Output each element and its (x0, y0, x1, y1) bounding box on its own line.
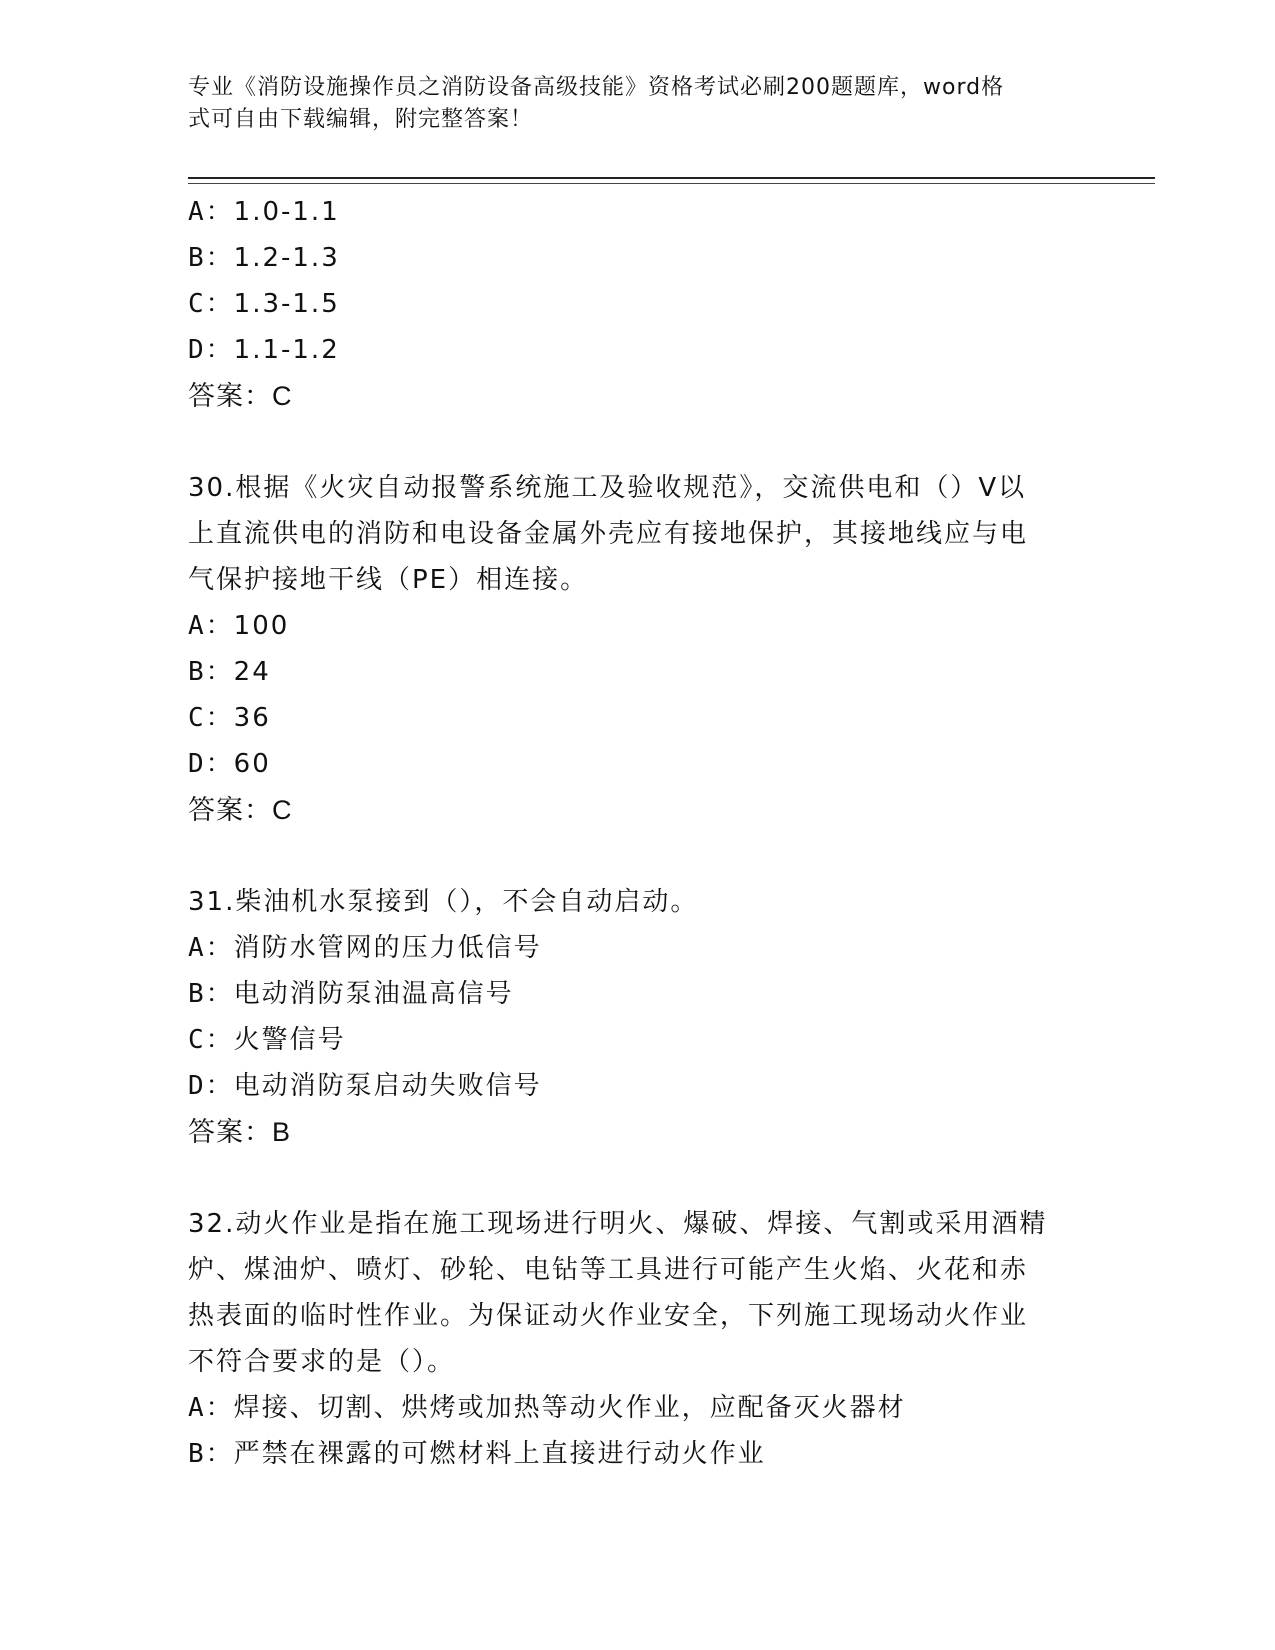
question-text-line: 32.动火作业是指在施工现场进行明火、爆破、焊接、气割或采用酒精 (188, 1209, 1048, 1239)
option-a: A：1.0-1.1 (188, 197, 340, 227)
answer-line: 答案：C (188, 381, 293, 411)
option-b: B：24 (188, 657, 271, 687)
option-a: A：焊接、切割、烘烤或加热等动火作业，应配备灭火器材 (188, 1393, 906, 1423)
spacer (188, 1155, 1088, 1201)
question-text-line: 30.根据《火灾自动报警系统施工及验收规范》，交流供电和（）V以 (188, 473, 1027, 503)
option-d: D：1.1-1.2 (188, 335, 340, 365)
header-line-2: 式可自由下载编辑，附完整答案！ (188, 107, 534, 132)
question-32 (188, 1201, 1088, 1477)
option-b: B：严禁在裸露的可燃材料上直接进行动火作业 (188, 1439, 766, 1469)
spacer (188, 833, 1088, 879)
header-line-1: 专业《消防设施操作员之消防设备高级技能》资格考试必刷200题题库，word格 (188, 75, 1005, 100)
option-a: A：100 (188, 611, 290, 641)
document-header (188, 72, 1088, 136)
answer-line: 答案：C (188, 795, 293, 825)
option-c: C：36 (188, 703, 271, 733)
answer-line: 答案：B (188, 1117, 292, 1147)
question-text-line: 气保护接地干线（PE）相连接。 (188, 565, 589, 595)
option-c: C：火警信号 (188, 1025, 346, 1055)
spacer (188, 419, 1088, 465)
option-b: B：1.2-1.3 (188, 243, 340, 273)
question-text-line: 上直流供电的消防和电设备金属外壳应有接地保护，其接地线应与电 (188, 519, 1029, 549)
option-c: C：1.3-1.5 (188, 289, 340, 319)
header-divider-thick (188, 177, 1155, 179)
question-text-line: 热表面的临时性作业。为保证动火作业安全，下列施工现场动火作业 (188, 1301, 1029, 1331)
option-b: B：电动消防泵油温高信号 (188, 979, 514, 1009)
question-text-line: 不符合要求的是（）。 (188, 1347, 456, 1377)
question-30 (188, 465, 1088, 833)
question-text-line: 31.柴油机水泵接到（），不会自动启动。 (188, 887, 699, 917)
header-divider-thin (188, 183, 1155, 184)
option-d: D：电动消防泵启动失败信号 (188, 1071, 542, 1101)
question-29-continued (188, 189, 1088, 419)
option-d: D：60 (188, 749, 271, 779)
question-list (188, 189, 1088, 1477)
question-31 (188, 879, 1088, 1155)
option-a: A：消防水管网的压力低信号 (188, 933, 542, 963)
question-text-line: 炉、煤油炉、喷灯、砂轮、电钻等工具进行可能产生火焰、火花和赤 (188, 1255, 1029, 1285)
